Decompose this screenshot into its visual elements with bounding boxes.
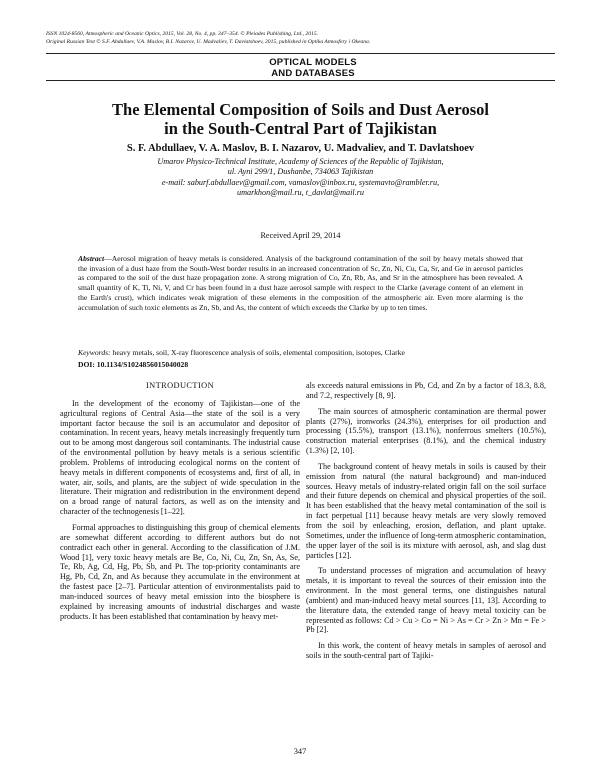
section-heading-line-1: OPTICAL MODELS [269,57,357,68]
author-list: S. F. Abdullaev, V. A. Maslov, B. I. Nazarov, U. Madvaliev, and T. Davlatshoev [126,143,475,154]
doi: DOI: 10.1134/S1024856015040028 [78,360,189,369]
paper-title-line-2: in the South-Central Part of Tajikistan [164,119,437,138]
section-rule-top [46,53,555,54]
paper-title [46,100,555,138]
abstract-text: —Aerosol migration of heavy metals is considered. Analysis of the background contamination of the soil by heavy metals showed that the invasion of a dust haze from the South-West border results in an increased concentration of Sc, Zn, Ni, Cu, Ca, Sr, and Ge in aerosol particles as compared to the soil of the dust haze propagation zone. A strong migration of Co, Zn, Rb, As, and Sr in the atmosphere has been revealed. A small quantity of K, Ti, Ni, V, and Cr has been found in a dust haze aerosol sample with respect to the Clarke (average content of an element in the Earth's crust), which indicates weak migration of these elements in the composition of the atmospheric air. Even more alarming is the accumulation of such toxic elements as Zn, Sb, and As, the content of which exceeds the Clarke by up to ten times. [78,254,523,312]
paragraph: In this work, the content of heavy metals in samples of aerosol and soils in the south-central part of Tajiki- [306,641,546,661]
section-heading [226,57,400,79]
paragraph: To understand processes of migration and accumulation of heavy metals, it is important to reveal the sources of their emission into the environment. In the most general terms, one distinguishes natural (ambient) and man-induced heavy metal sources [11, 13]. According to the literature data, the extended range of heavy metal toxicity can be represented as follows: Cd > Cu > Co = Ni > As = Cr > Zn > Mn = Fe > Pb [2]. [306,566,546,635]
received-date: Received April 29, 2014 [260,231,341,240]
paragraph: The background content of heavy metals in soils is caused by their emission from natural (the natural background) and man-induced sources. Heavy metals of industry-related origin fall on the soil surface and their future depends on chemical and physical properties of the soil. It has been established that the heavy metal contamination of the soil is in fact perpetual [11] because heavy metals are very slowly removed from the soil by enleaching, erosion, deflation, and plant uptake. Sometimes, under the influence of long-term atmospheric contamination, the upper layer of the soil is its mixture with aerosol, ash, and slag dust particles [12]. [306,461,546,560]
paragraph: The main sources of atmospheric contamination are thermal power plants (27%), ironworks (24.3%), enterprises for oil production and processing (15.5%), transport (13.1%), nonferrous smelters (10.5%), construction material enterprises (8.1%), and the chemical industry (1.3%) [2, 10]. [306,406,546,456]
affiliation-line-2: ul. Ayni 299/1, Dushanbe, 734063 Tajikistan [227,167,374,177]
section-rule-bottom [46,80,555,81]
keywords-label: Keywords: [78,348,111,357]
keywords [78,348,523,358]
paper-title-line-1: The Elemental Composition of Soils and Dust Aerosol [112,100,489,119]
abstract-label: Abstract [78,254,105,263]
affiliation-line-1: Umarov Physico-Technical Institute, Academy of Sciences of the Republic of Tajikistan, [157,157,444,166]
email-line-2: umarkhon@mail.ru, t_davlat@mail.ru [237,188,364,198]
abstract [78,254,523,312]
page-number: 347 [293,747,307,756]
affiliation [46,157,555,199]
right-column [306,381,546,667]
paragraph: als exceeds natural emissions in Pb, Cd, and Zn by a factor of 18.3, 8.8, and 7.2, respectively [8, 9]. [306,381,546,400]
section-heading-line-2: AND DATABASES [271,68,355,79]
paragraph: Formal approaches to distinguishing this group of chemical elements are somewhat different according to different authors but do not contradict each other in general. According to the classification of J.M. Wood [1], very toxic heavy metals are Be, Co, Ni, Cu, Zn, Sn, As, Se, Te, Rb, Ag, Cd, Hg, Pb, Sb, and Pt. The top-priority contaminants are Hg, Pb, Cd, Zn, and As because they accumulate in the environment at the fastest pace [2–7]. Particular attention of environmentalists paid to man-induced sources of heavy metal emission into the biosphere is explained by increasing amounts of industrial discharges and waste products. It has been established that contamination by heavy met- [60,522,300,621]
email-line-1: e-mail: saburf.abdullaev@gmail.com, vamaslov@inbox.ru, systemavto@rambler.ru, [161,177,440,187]
journal-header-line-2: Original Russian Text © S.F. Abdullaev, V.A. Maslov, B.I. Nazarov, U. Madvaliev, T. Davlatshoev, 2015, published in Optika Atmosfery i Okeana. [46,38,371,45]
introduction-heading: INTRODUCTION [145,381,215,390]
paragraph: In the development of the economy of Tajikistan—one of the agricultural regions of Central Asia—the state of the soil is a very important factor because the soil is an accumulator and depositor of contamination. In recent years, heavy metals increasingly frequently turn out to be among most dangerous soil contaminants. The industrial cause of the environmental pollution by heavy metals is a serious scientific problem. Problems of introducing ecological norms on the content of heavy metals in different components of ecosystems and, first of all, in water, air, soils, and plants, are the subject of wide speculation in the literature. Their migration and redistribution in the environment depend on a broad range of natural factors, as well as on the intensity and character of the technogenesis [1–22]. [60,398,300,517]
journal-header-line-1: ISSN 1024-8560, Atmospheric and Oceanic Optics, 2015, Vol. 28, No. 4, pp. 347–354. © Pleiades Publishing, Ltd., 2015. [46,31,319,37]
journal-header [46,31,566,46]
keywords-text: heavy metals, soil, X-ray fluorescence analysis of soils, elemental composition, isotopes, Clarke [110,348,405,357]
left-column [60,381,300,627]
